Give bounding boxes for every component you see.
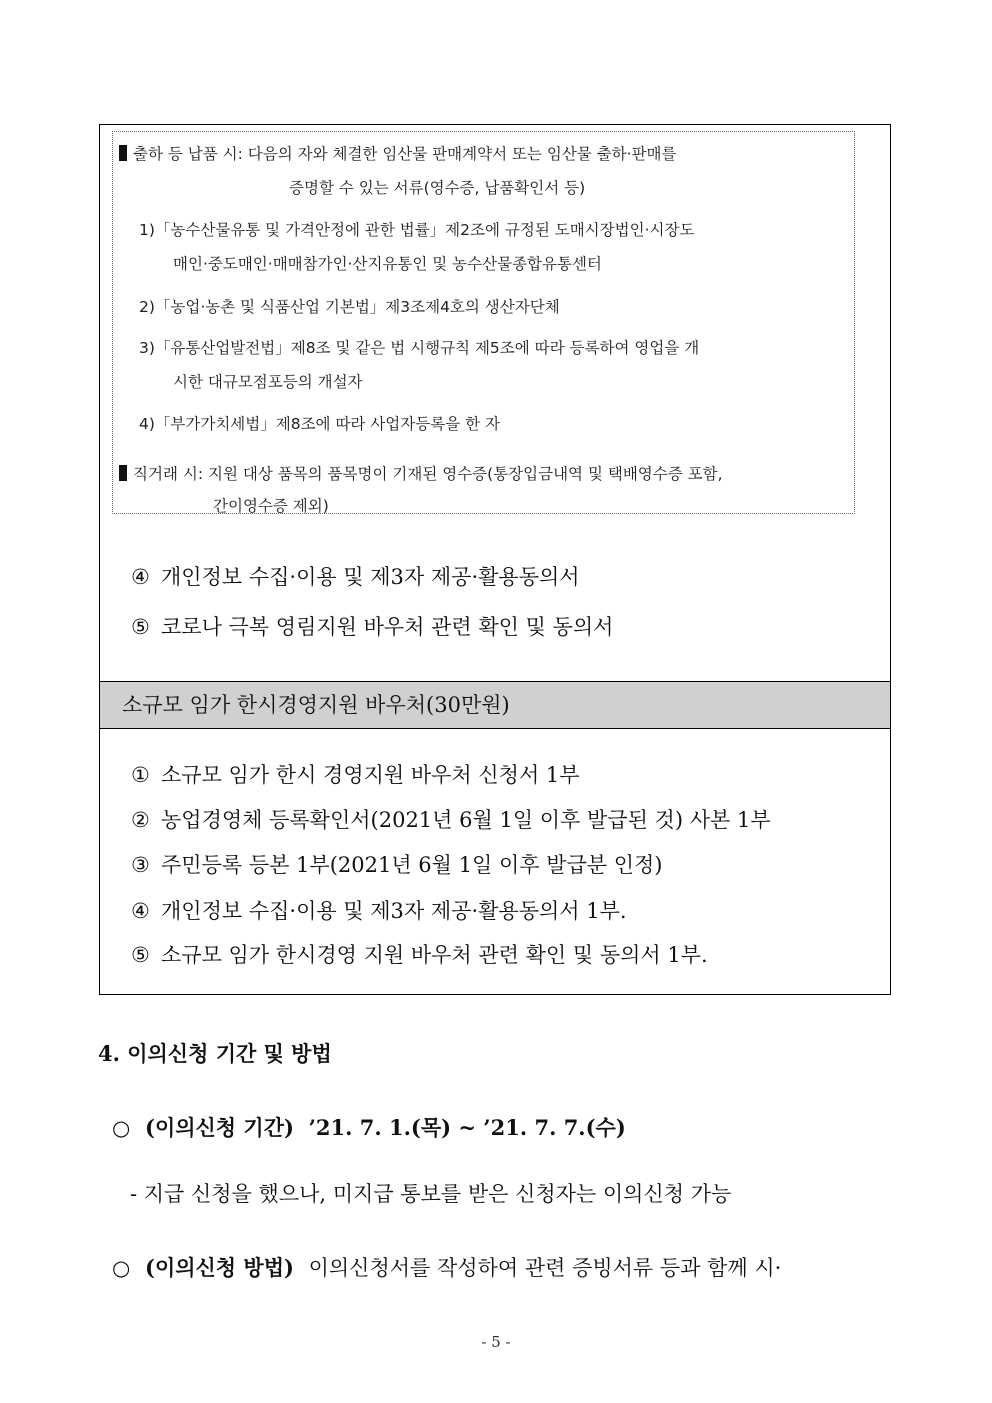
voucher-section-header: 소규모 임가 한시경영지원 바우처(30만원): [100, 681, 890, 729]
delivery-line: 출하 등 납품 시: 다음의 자와 체결한 임산물 판매계약서 또는 임산물 출하·판매를: [119, 142, 677, 164]
list-item: 1)「농수산물유통 및 가격안정에 관한 법률」제2조에 규정된 도매시장법인·시장도: [139, 221, 695, 239]
direct-trade-line-cont: 간이영수증 제외): [213, 497, 329, 515]
objection-method: ○ (이의신청 방법) 이의신청서를 작성하여 관련 증빙서류 등과 함께 시·: [112, 1255, 782, 1280]
list-item-cont: 매인·중도매인·매매참가인·산지유통인 및 농수산물종합유통센터: [173, 255, 602, 273]
list-item: 3)「유통산업발전법」제8조 및 같은 법 시행규칙 제5조에 따라 등록하여 영업을 개: [139, 339, 700, 357]
evidence-requirements-box: [112, 131, 855, 514]
page-number: - 5 -: [481, 1333, 511, 1351]
list-item: 2)「농업·농촌 및 식품산업 기본법」제3조제4호의 생산자단체: [139, 298, 560, 316]
list-item-cont: 시한 대규모점포등의 개설자: [173, 373, 363, 391]
objection-period: ○ (이의신청 기간) ’21. 7. 1.(목) ~ ’21. 7. 7.(수): [112, 1115, 626, 1140]
list-item: ① 소규모 임가 한시 경영지원 바우처 신청서 1부: [131, 763, 580, 787]
list-item: ④ 개인정보 수집·이용 및 제3자 제공·활용동의서 1부.: [131, 899, 627, 923]
list-item: ④ 개인정보 수집·이용 및 제3자 제공·활용동의서: [131, 565, 580, 589]
objection-period-note: - 지급 신청을 했으나, 미지급 통보를 받은 신청자는 이의신청 가능: [130, 1182, 732, 1206]
list-item: 4)「부가가치세법」제8조에 따라 사업자등록을 한 자: [139, 415, 500, 433]
list-item: ⑤ 코로나 극복 영림지원 바우처 관련 확인 및 동의서: [131, 615, 614, 639]
delivery-line-cont: 증명할 수 있는 서류(영수증, 납품확인서 등): [289, 179, 586, 197]
section-heading: 4. 이의신청 기간 및 방법: [98, 1041, 332, 1066]
list-item: ③ 주민등록 등본 1부(2021년 6월 1일 이후 발급분 인정): [131, 853, 663, 877]
list-item: ② 농업경영체 등록확인서(2021년 6월 1일 이후 발급된 것) 사본 1부: [131, 808, 771, 832]
document-box: [99, 124, 891, 995]
square-bullet-icon: [119, 465, 127, 481]
square-bullet-icon: [119, 145, 127, 161]
list-item: ⑤ 소규모 임가 한시경영 지원 바우처 관련 확인 및 동의서 1부.: [131, 943, 708, 967]
direct-trade-line: 직거래 시: 지원 대상 품목의 품목명이 기재된 영수증(통장입금내역 및 택배영수증 포함,: [119, 462, 723, 484]
